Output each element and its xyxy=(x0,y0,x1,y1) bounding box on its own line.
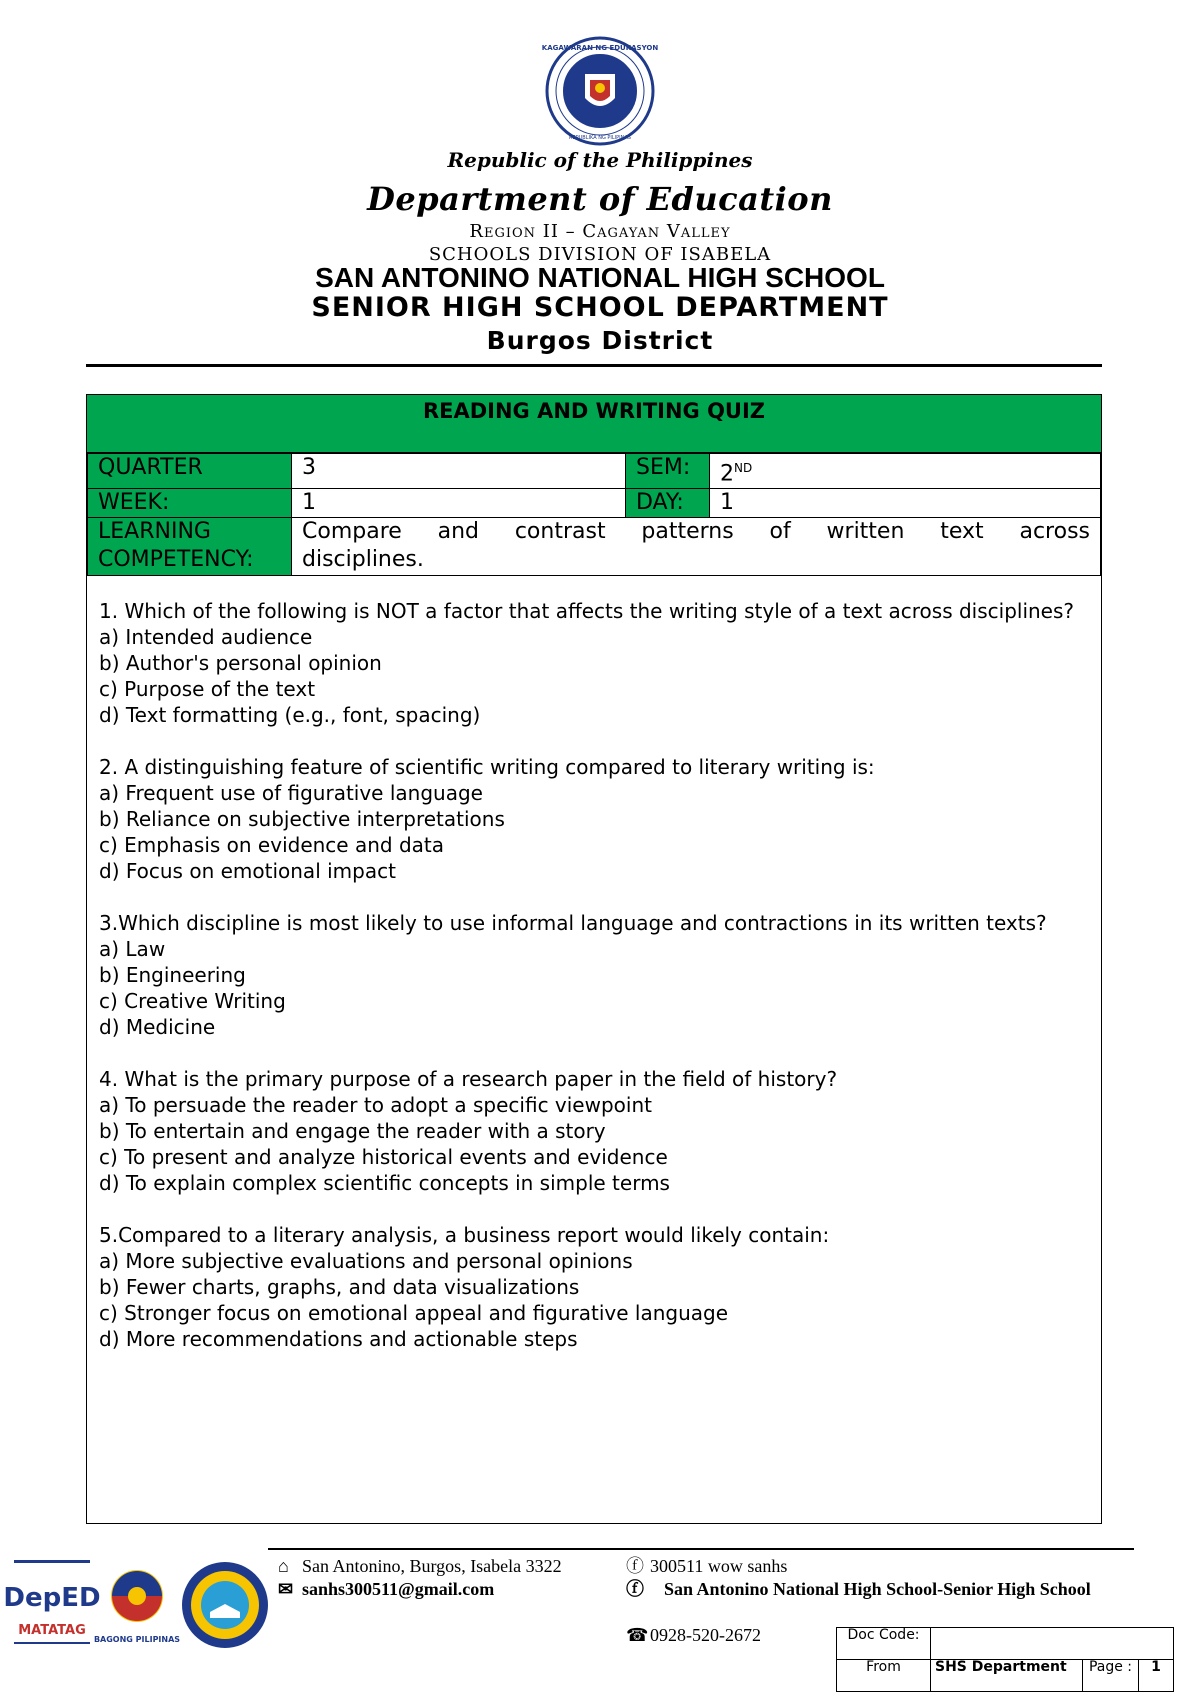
email-line xyxy=(278,1578,494,1600)
matatag-text: MATATAG xyxy=(18,1623,86,1638)
address-line xyxy=(278,1555,562,1577)
question-item xyxy=(99,1066,1089,1196)
competency-line-1: Compare and contrast patterns of written text across xyxy=(302,519,1090,545)
option: d) To explain complex scientific concepts in simple terms xyxy=(99,1171,670,1196)
header-divider xyxy=(86,364,1102,367)
quarter-value: 3 xyxy=(292,454,626,489)
region-line: Region II – Cagayan Valley xyxy=(469,221,731,242)
email-text: sanhs300511@gmail.com xyxy=(302,1579,495,1599)
sem-label: SEM: xyxy=(626,454,710,489)
school-name: SAN ANTONINO NATIONAL HIGH SCHOOL xyxy=(315,262,885,293)
seal-text: KAGAWARAN NG EDUKASYON xyxy=(541,44,659,52)
option: a) Frequent use of figurative language xyxy=(99,781,483,806)
option: b) Engineering xyxy=(99,963,246,988)
bagong-text: BAGONG PILIPINAS xyxy=(93,1635,181,1644)
department-name: SENIOR HIGH SCHOOL DEPARTMENT xyxy=(311,292,889,323)
question-item xyxy=(99,1222,1089,1352)
option: c) To present and analyze historical events and evidence xyxy=(99,1145,668,1170)
phone-line xyxy=(626,1624,761,1646)
bagong-pilipinas-logo xyxy=(93,1560,181,1650)
page-label: Page : xyxy=(1083,1660,1139,1692)
from-value: SHS Department xyxy=(931,1660,1083,1692)
facebook-page-line xyxy=(626,1578,1096,1600)
option: d) Text formatting (e.g., font, spacing) xyxy=(99,703,481,728)
deped-matatag-logo xyxy=(3,1560,101,1660)
phone-text: 0928-520-2672 xyxy=(650,1625,761,1645)
question-item xyxy=(99,598,1089,728)
option: c) Purpose of the text xyxy=(99,677,316,702)
sem-value: 2 xyxy=(720,461,734,487)
competency-label-2: COMPETENCY: xyxy=(98,547,254,573)
option: c) Emphasis on evidence and data xyxy=(99,833,444,858)
option: d) Focus on emotional impact xyxy=(99,859,396,884)
option: b) To entertain and engage the reader with a story xyxy=(99,1119,606,1144)
competency-line-2: disciplines. xyxy=(302,547,424,573)
sem-value-cell xyxy=(710,454,1101,489)
seal-bottom-text: REPUBLIKA NG PILIPINAS xyxy=(569,135,631,141)
question-stem: 5.Compared to a literary analysis, a business report would likely contain: xyxy=(99,1223,830,1248)
doc-code-label: Doc Code: xyxy=(837,1628,931,1660)
facebook-icon: ⓕ xyxy=(626,1556,644,1576)
home-icon: ⌂ xyxy=(278,1556,289,1576)
day-value: 1 xyxy=(710,489,1101,518)
from-label: From xyxy=(837,1660,931,1692)
option: a) Intended audience xyxy=(99,625,313,650)
facebook-id-line xyxy=(626,1555,787,1577)
question-stem: 2. A distinguishing feature of scientific writing compared to literary writing is: xyxy=(99,755,875,780)
quarter-label: QUARTER xyxy=(88,454,292,489)
phone-icon: ☎ xyxy=(626,1625,649,1645)
deped-seal xyxy=(541,36,659,146)
quiz-title: READING AND WRITING QUIZ xyxy=(87,395,1101,453)
competency-value-cell xyxy=(292,518,1101,576)
facebook-id-text: 300511 wow sanhs xyxy=(650,1556,788,1576)
competency-label-1: LEARNING xyxy=(98,519,211,545)
division-line: SCHOOLS DIVISION OF ISABELA xyxy=(428,244,772,265)
address-text: San Antonino, Burgos, Isabela 3322 xyxy=(302,1556,562,1576)
option: d) More recommendations and actionable steps xyxy=(99,1327,578,1352)
option: b) Reliance on subjective interpretations xyxy=(99,807,505,832)
facebook-icon: ⓕ xyxy=(626,1579,644,1599)
mail-icon: ✉ xyxy=(278,1579,294,1599)
footer-divider xyxy=(268,1548,1134,1550)
question-item xyxy=(99,754,1089,884)
republic-line: Republic of the Philippines xyxy=(447,148,753,172)
facebook-page-text: San Antonino National High School-Senior High School xyxy=(664,1579,1091,1599)
sem-suffix: ND xyxy=(734,461,753,475)
option: c) Creative Writing xyxy=(99,989,286,1014)
quiz-info-table xyxy=(87,453,1101,576)
option: a) To persuade the reader to adopt a specific viewpoint xyxy=(99,1093,652,1118)
question-stem: 1. Which of the following is NOT a factor that affects the writing style of a text across disciplines? xyxy=(99,599,1075,624)
competency-label-cell xyxy=(88,518,292,576)
doc-code-value xyxy=(931,1628,1174,1660)
option: b) Author's personal opinion xyxy=(99,651,382,676)
deped-logo-text: DepED xyxy=(3,1583,101,1613)
school-logo xyxy=(180,1560,270,1650)
option: a) Law xyxy=(99,937,166,962)
page-value: 1 xyxy=(1139,1660,1174,1692)
question-item xyxy=(99,910,1089,1040)
option: d) Medicine xyxy=(99,1015,216,1040)
district-name: Burgos District xyxy=(486,326,714,355)
department-title: Department of Education xyxy=(367,180,833,218)
quiz-box xyxy=(86,394,1102,1524)
option: a) More subjective evaluations and personal opinions xyxy=(99,1249,633,1274)
week-label: WEEK: xyxy=(88,489,292,518)
question-stem: 3.Which discipline is most likely to use informal language and contractions in its written texts? xyxy=(99,911,1047,936)
question-stem: 4. What is the primary purpose of a research paper in the field of history? xyxy=(99,1067,838,1092)
doc-code-table xyxy=(836,1627,1174,1692)
option: c) Stronger focus on emotional appeal and figurative language xyxy=(99,1301,729,1326)
week-value: 1 xyxy=(292,489,626,518)
question-list xyxy=(87,576,1101,1352)
option: b) Fewer charts, graphs, and data visualizations xyxy=(99,1275,580,1300)
day-label: DAY: xyxy=(626,489,710,518)
